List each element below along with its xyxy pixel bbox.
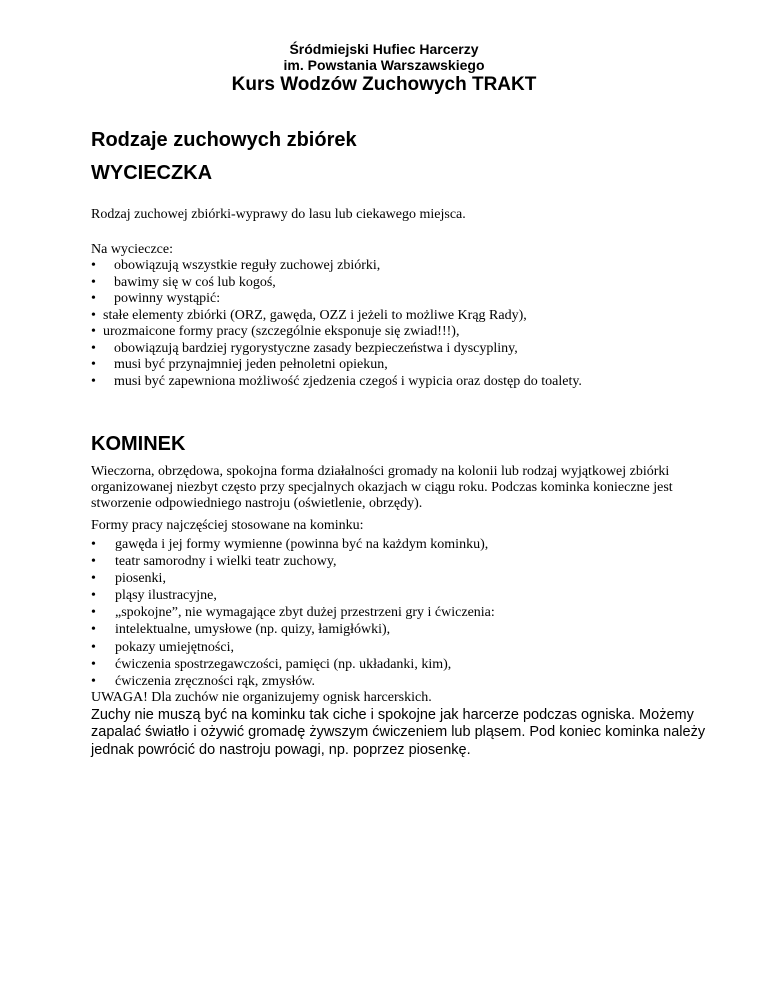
org-subtitle: im. Powstania Warszawskiego [283,57,485,73]
list-item: • obowiązują wszystkie reguły zuchowej zbiórki, [91,258,582,275]
kominek-warning: UWAGA! Dla zuchów nie organizujemy ognisk harcerskich. [91,690,432,705]
list-item: • pląsy ilustracyjne, [91,587,495,604]
kominek-description: Wieczorna, obrzędowa, spokojna forma działalności gromady na kolonii lub rodzaj wyjątkowej zbiórki organizowanej niezbyt często przy specjalnych okazjach w ciągu roku. Podczas kominka konieczne jest stworzenie odpowiedniego nastroju (oświetlenie, obrzędy). [91,464,673,511]
trip-list-lead: Na wycieczce: [91,242,173,257]
list-item: • stałe elementy zbiórki (ORZ, gawęda, OZZ i jeżeli to możliwe Krąg Rady), [91,308,582,325]
list-item: • bawimy się w coś lub kogoś, [91,275,582,292]
list-item: • obowiązują bardziej rygorystyczne zasady bezpieczeństwa i dyscypliny, [91,341,582,358]
kominek-closing-note: Zuchy nie muszą być na kominku tak ciche i spokojne jak harcerze podczas ogniska. Możemy zapalać światło i ożywić gromadę żywszym ćwiczeniem lub pląsem. Pod koniec kominka należy jednak powrócić do nastroju powagi, np. poprzez piosenkę. [91,707,706,758]
list-item: • pokazy umiejętności, [91,639,495,656]
kominek-forms-list [91,536,495,690]
list-item: • musi być przynajmniej jeden pełnoletni opiekun, [91,357,582,374]
list-item: • powinny wystąpić: [91,291,582,308]
trip-description: Rodzaj zuchowej zbiórki-wyprawy do lasu lub ciekawego miejsca. [91,207,466,222]
trip-heading: WYCIECZKA [91,162,213,184]
list-item: • ćwiczenia spostrzegawczości, pamięci (np. układanki, kim), [91,656,495,673]
page-title: Rodzaje zuchowych zbiórek [91,129,357,151]
kominek-list-lead: Formy pracy najczęściej stosowane na kominku: [91,518,364,533]
list-item: • intelektualne, umysłowe (np. quizy, łamigłówki), [91,621,495,638]
course-title: Kurs Wodzów Zuchowych TRAKT [231,74,537,95]
list-item: • gawęda i jej formy wymienne (powinna być na każdym kominku), [91,536,495,553]
org-name: Śródmiejski Hufiec Harcerzy [289,41,479,57]
list-item: • musi być zapewniona możliwość zjedzenia czegoś i wypicia oraz dostęp do toalety. [91,374,582,391]
list-item: • urozmaicone formy pracy (szczególnie eksponuje się zwiad!!!), [91,324,582,341]
list-item: • piosenki, [91,570,495,587]
kominek-heading: KOMINEK [91,433,186,455]
list-item: • „spokojne”, nie wymagające zbyt dużej przestrzeni gry i ćwiczenia: [91,604,495,621]
trip-rules-list [91,258,582,390]
list-item: • teatr samorodny i wielki teatr zuchowy, [91,553,495,570]
list-item: • ćwiczenia zręczności rąk, zmysłów. [91,673,495,690]
